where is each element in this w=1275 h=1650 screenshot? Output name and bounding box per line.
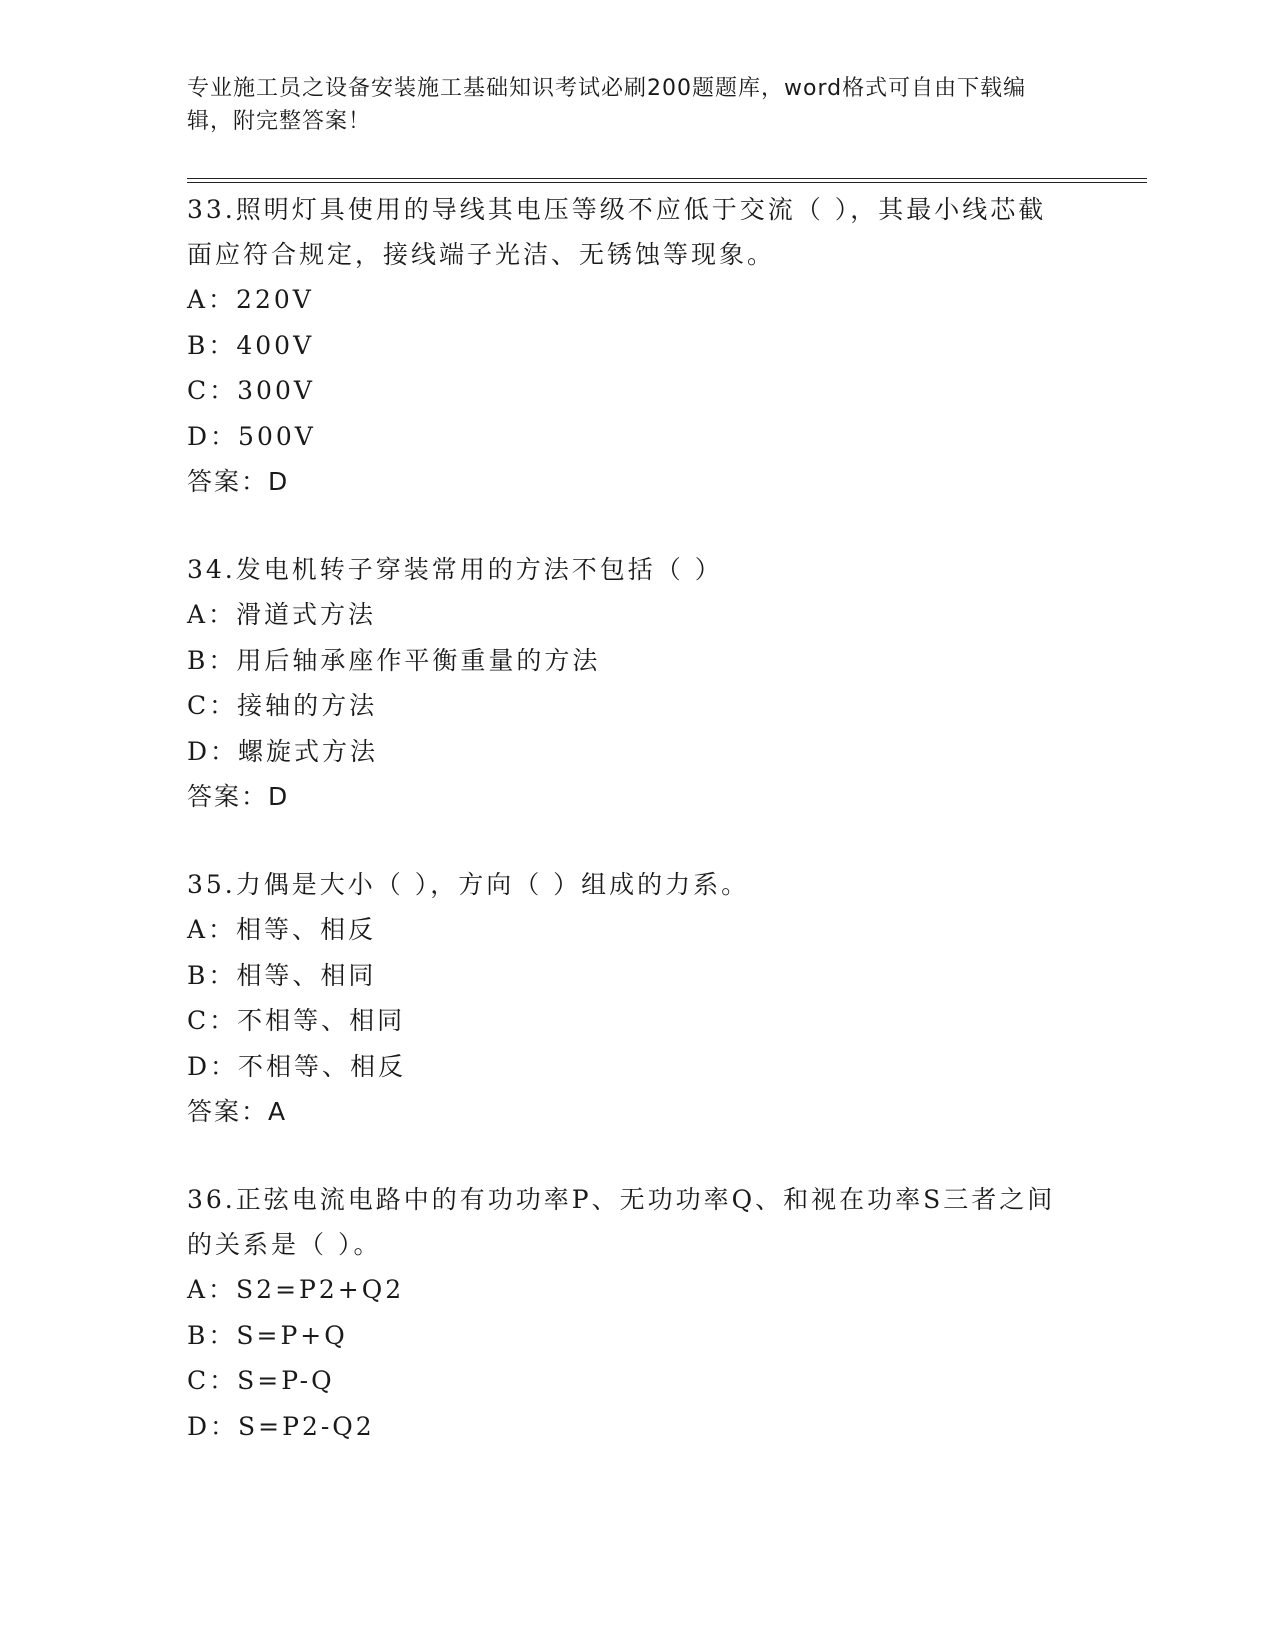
question-text: 33.照明灯具使用的导线其电压等级不应低于交流（ ），其最小线芯截面应符合规定，接线端子光洁、无锈蚀等现象。 <box>187 195 1047 269</box>
option-d: D：500V <box>187 421 316 451</box>
header-divider-top <box>187 178 1147 179</box>
option-b: B：相等、相同 <box>187 960 377 990</box>
question-36 <box>187 1177 1067 1449</box>
header-title: 专业施工员之设备安装施工基础知识考试必刷200题题库，word格式可自由下载编辑，附完整答案！ <box>187 76 1027 134</box>
option-d: D：不相等、相反 <box>187 1051 407 1081</box>
header-divider-bottom <box>187 182 1147 183</box>
option-b: B：400V <box>187 330 315 360</box>
option-a: A：滑道式方法 <box>187 600 377 629</box>
option-c: C：不相等、相同 <box>187 1006 406 1035</box>
question-text: 34.发电机转子穿装常用的方法不包括（ ） <box>187 555 723 584</box>
option-a: A：S2=P2+Q2 <box>187 1275 405 1304</box>
option-c: C：接轴的方法 <box>187 691 378 720</box>
option-a: A：220V <box>187 285 314 314</box>
option-d: D：螺旋式方法 <box>187 736 379 766</box>
question-text: 36.正弦电流电路中的有功功率P、无功功率Q、和视在功率S三者之间的关系是（ ）。 <box>187 1185 1056 1259</box>
answer: 答案：D <box>187 467 290 496</box>
option-d: D：S=P2-Q2 <box>187 1411 375 1441</box>
question-text: 35.力偶是大小（ ），方向（ ）组成的力系。 <box>187 870 750 899</box>
answer: 答案：D <box>187 782 290 811</box>
question-34 <box>187 547 1067 819</box>
option-b: B：用后轴承座作平衡重量的方法 <box>187 645 601 675</box>
question-33 <box>187 187 1067 504</box>
option-c: C：S=P-Q <box>187 1366 335 1395</box>
option-a: A：相等、相反 <box>187 915 377 944</box>
option-c: C：300V <box>187 376 315 405</box>
answer: 答案：A <box>187 1097 288 1126</box>
question-35 <box>187 862 1067 1134</box>
option-b: B：S=P+Q <box>187 1320 348 1350</box>
document-header <box>187 72 1067 138</box>
